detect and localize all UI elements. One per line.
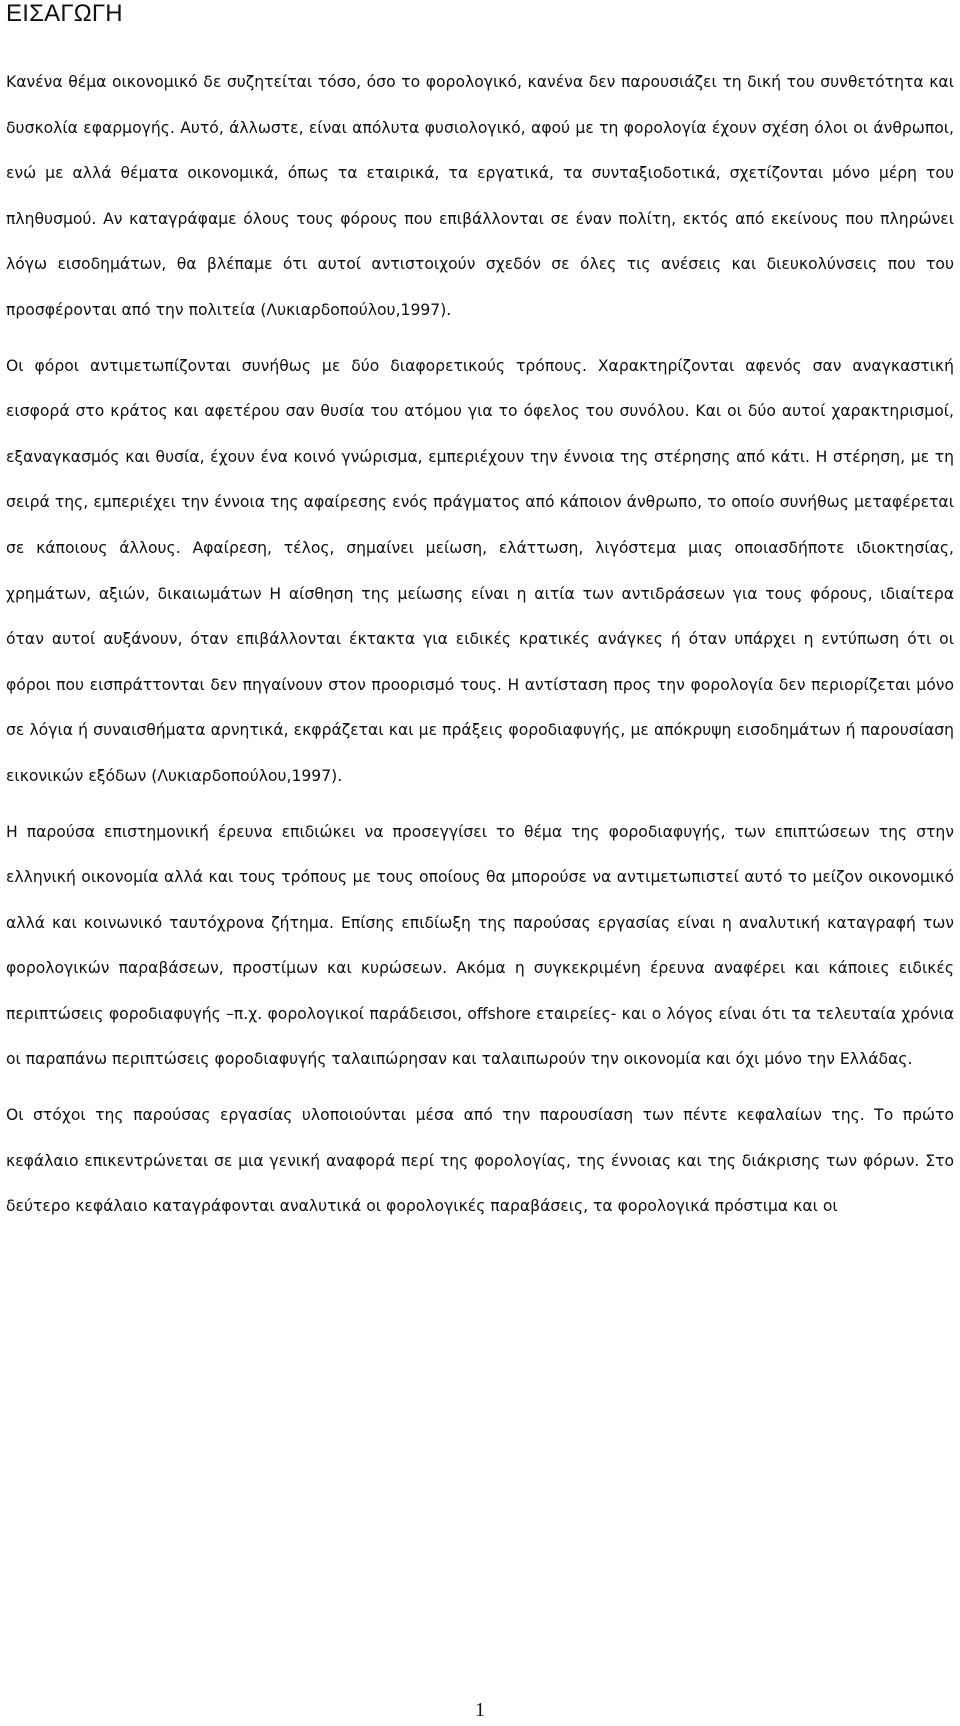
- paragraph-3: Η παρούσα επιστημονική έρευνα επιδιώκει να προσεγγίσει το θέμα της φοροδιαφυγής, των επιπτώσεων της στην ελληνική οικονομία αλλά και τους τρόπους με τους οποίους θα μπορούσε να αντιμετωπιστεί αυτό το μείζον οικονομικό αλλά και κοινωνικό ταυτόχρονα ζήτημα. Επίσης επιδίωξη της παρούσας εργασίας είναι η αναλυτική καταγραφή των φορολογικών παραβάσεων, προστίμων και κυρώσεων. Ακόμα η συγκεκριμένη έρευνα αναφέρει και κάποιες ειδικές περιπτώσεις φοροδιαφυγής –π.χ. φορολογικοί παράδεισοι, offshore εταιρείες- και ο λόγος είναι ότι τα τελευταία χρόνια οι παραπάνω περιπτώσεις φοροδιαφυγής ταλαιπώρησαν και ταλαιπωρούν την οικονομία και όχι μόνο την Ελλάδας.: [6, 822, 954, 1069]
- paragraph-1: Κανένα θέμα οικονομικό δε συζητείται τόσο, όσο το φορολογικό, κανένα δεν παρουσιάζει τη δική του συνθετότητα και δυσκολία εφαρμογής. Αυτό, άλλωστε, είναι απόλυτα φυσιολογικό, αφού με τη φορολογία έχουν σχέση όλοι οι άνθρωποι, ενώ με αλλά θέματα οικονομικά, όπως τα εταιρικά, τα εργατικά, τα συνταξιοδοτικά, σχετίζονται μόνο μέρη του πληθυσμού. Αν καταγράφαμε όλους τους φόρους που επιβάλλονται σε έναν πολίτη, εκτός από εκείνους που πληρώνει λόγω εισοδημάτων, θα βλέπαμε ότι αυτοί αντιστοιχούν σχεδόν σε όλες τις ανέσεις και διευκολύνσεις που του προσφέρονται από την πολιτεία (Λυκιαρδοπούλου,1997).: [6, 73, 954, 319]
- document-page: [6, 0, 954, 1230]
- paragraph-2: Οι φόροι αντιμετωπίζονται συνήθως με δύο διαφορετικούς τρόπους. Χαρακτηρίζονται αφενός σαν αναγκαστική εισφορά στο κράτος και αφετέρου σαν θυσία του ατόμου για το όφελος του συνόλου. Και οι δύο αυτοί χαρακτηρισμοί, εξαναγκασμός και θυσία, έχουν ένα κοινό γνώρισμα, εμπεριέχουν την έννοια της στέρησης από κάτι. Η στέρηση, με τη σειρά της, εμπεριέχει την έννοια της αφαίρεσης ενός πράγματος από κάποιον άνθρωπο, το οποίο συνήθως μεταφέρεται σε κάποιους άλλους. Αφαίρεση, τέλος, σημαίνει μείωση, ελάττωση, λιγόστεμα μιας οποιασδήποτε ιδιοκτησίας, χρημάτων, αξιών, δικαιωμάτων Η αίσθηση της μείωσης είναι η αιτία των αντιδράσεων για τους φόρους, ιδιαίτερα όταν αυτοί αυξάνουν, όταν επιβάλλονται έκτακτα για ειδικές κρατικές ανάγκες ή όταν υπάρχει η εντύπωση ότι οι φόροι που εισπράττονται δεν πηγαίνουν στον προορισμό τους. Η αντίσταση προς την φορολογία δεν περιορίζεται μόνο σε λόγια ή συναισθήματα αρνητικά, εκφράζεται και με πράξεις φοροδιαφυγής, με απόκρυψη εισοδημάτων ή παρουσίαση εικονικών εξόδων (Λυκιαρδοπούλου,1997).: [6, 356, 954, 785]
- page-number: 1: [475, 1699, 485, 1721]
- section-heading: ΕΙΣΑΓΩΓΗ: [6, 0, 123, 27]
- paragraph-4: Οι στόχοι της παρούσας εργασίας υλοποιούνται μέσα από την παρουσίαση των πέντε κεφαλαίων της. Το πρώτο κεφάλαιο επικεντρώνεται σε μια γενική αναφορά περί της φορολογίας, της έννοιας και της διάκρισης των φόρων. Στο δεύτερο κεφάλαιο καταγράφονται αναλυτικά οι φορολογικές παραβάσεις, τα φορολογικά πρόστιμα και οι: [6, 1106, 954, 1216]
